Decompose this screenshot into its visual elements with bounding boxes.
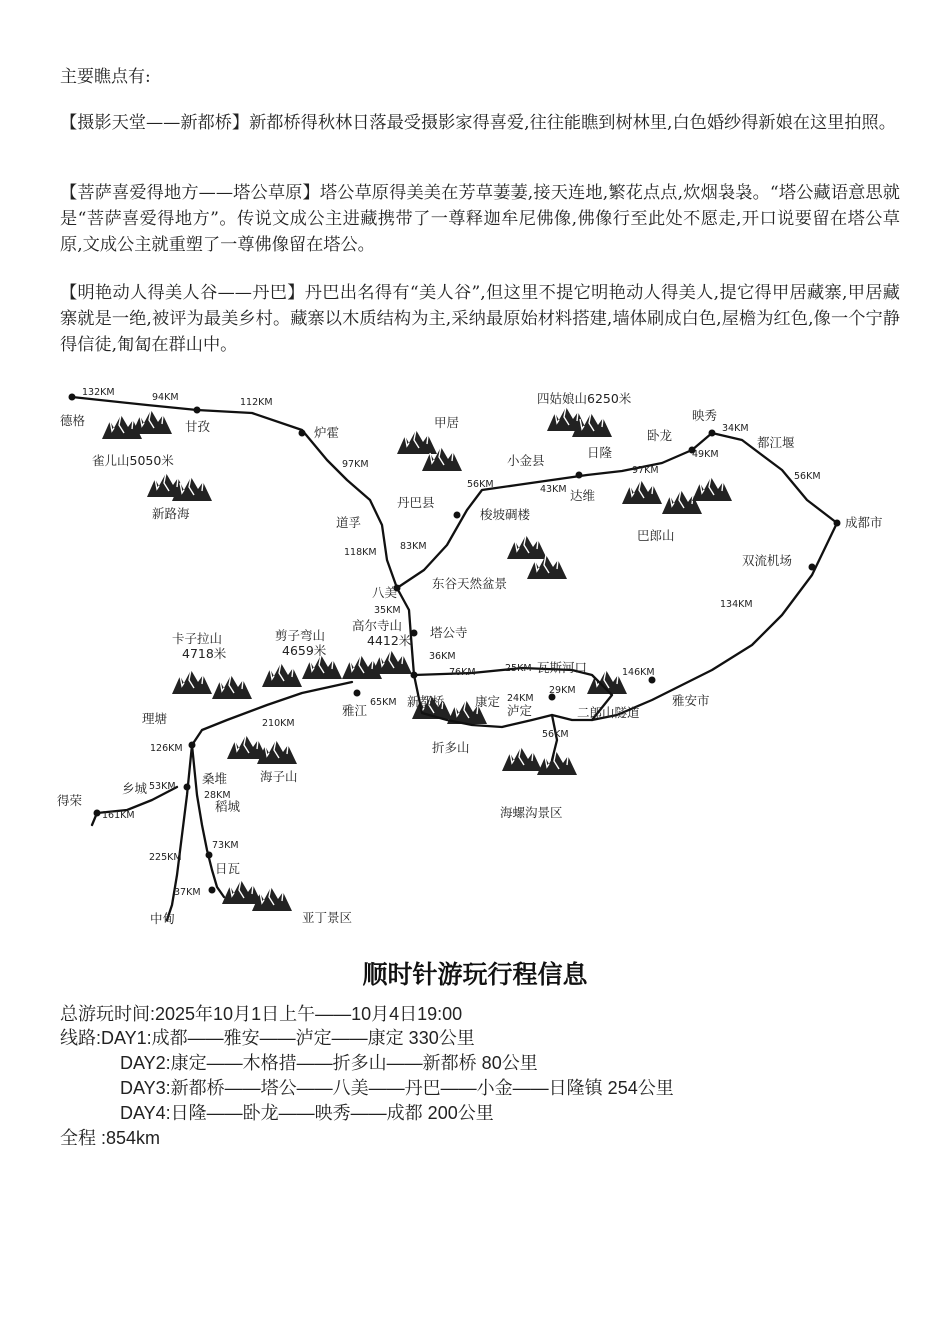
place-zhongdian: 中甸 <box>150 911 176 926</box>
place-wasihekou: 瓦斯河口 <box>537 660 588 675</box>
place-erlangshan: 二郎山隧道 <box>577 705 640 720</box>
place-wolong: 卧龙 <box>647 428 673 443</box>
svg-text:37KM: 37KM <box>174 887 201 898</box>
svg-text:73KM: 73KM <box>212 840 239 851</box>
paragraph-danba: 【明艳动人得美人谷——丹巴】丹巴出名得有“美人谷”,但这里不提它明艳动人得美人,提它得甲居藏寨,甲居藏寨就是一绝,被评为最美乡村。藏寨以木质结构为主,采纳最原始材料搭建,墙体刷成白色,屋檐为红色,像一个宁静得信徒,匍匐在群山中。 <box>60 283 900 355</box>
place-ganzi: 甘孜 <box>185 419 211 434</box>
svg-text:83KM: 83KM <box>400 541 427 552</box>
svg-text:35KM: 35KM <box>374 605 401 616</box>
place-yading: 亚丁景区 <box>302 910 353 925</box>
itinerary-day1: 线路:DAY1:成都——雅安——泸定——康定 330公里 <box>60 1028 475 1048</box>
place-yingxiu: 映秀 <box>692 408 718 423</box>
svg-text:53KM: 53KM <box>149 781 176 792</box>
place-xiangcheng: 乡城 <box>122 781 148 796</box>
peak-kazila: 4718米 <box>182 646 227 661</box>
place-jiaju: 甲居 <box>434 415 460 430</box>
itinerary-day3: DAY3:新都桥——塔公——八美——丹巴——小金——日隆镇 254公里 <box>120 1078 674 1098</box>
place-shuangliu: 双流机场 <box>742 553 793 568</box>
place-zheduoshan: 折多山 <box>432 740 470 755</box>
place-xinduqiao: 新都桥 <box>407 694 445 709</box>
svg-text:210KM: 210KM <box>262 718 295 729</box>
svg-text:134KM: 134KM <box>720 599 753 610</box>
svg-text:25KM: 25KM <box>505 663 532 674</box>
svg-text:132KM: 132KM <box>82 387 115 398</box>
place-riwa: 日瓦 <box>215 861 241 876</box>
place-jianziwan: 剪子弯山 <box>275 628 326 643</box>
svg-text:36KM: 36KM <box>429 651 456 662</box>
place-daofu: 道孚 <box>336 515 362 530</box>
svg-text:97KM: 97KM <box>632 465 659 476</box>
place-tagongsi: 塔公寺 <box>430 625 468 640</box>
place-suopo: 梭坡碉楼 <box>480 507 531 522</box>
svg-text:29KM: 29KM <box>549 685 576 696</box>
svg-text:97KM: 97KM <box>342 459 369 470</box>
place-luding: 泸定 <box>507 703 533 718</box>
itinerary-title: 顺时针游玩行程信息 <box>362 960 588 989</box>
place-rilong: 日隆 <box>587 445 613 460</box>
place-sangdui: 桑堆 <box>202 771 228 786</box>
place-luhuo: 炉霍 <box>314 425 340 440</box>
place-yajiang: 雅江 <box>342 703 368 718</box>
svg-text:118KM: 118KM <box>344 547 377 558</box>
place-derong: 得荣 <box>57 793 83 808</box>
place-haizishan: 海子山 <box>260 769 298 784</box>
place-gaoersi: 高尔寺山 <box>352 618 403 633</box>
place-danba: 丹巴县 <box>397 495 435 510</box>
peak-gaoersi: 4412米 <box>367 633 412 648</box>
place-yaan: 雅安市 <box>672 693 710 708</box>
place-chengdu: 成都市 <box>845 515 883 530</box>
place-queershan: 雀儿山5050米 <box>92 453 174 468</box>
itinerary-total-time: 总游玩时间:2025年10月1日上午——10月4日19:00 <box>60 1004 463 1024</box>
paragraph-tagong: 【菩萨喜爱得地方——塔公草原】塔公草原得美美在芳草萋萋,接天连地,繁花点点,炊烟袅袅。“塔公藏语意思就是“菩萨喜爱得地方”。传说文成公主进藏携带了一尊释迦牟尼佛像,佛像行至此处不愿走,开口说要留在塔公草原,文成公主就重塑了一尊佛像留在塔公。 <box>60 183 900 255</box>
peak-jianziwan: 4659米 <box>282 643 327 658</box>
place-balangshan: 巴郎山 <box>637 528 675 543</box>
svg-text:56KM: 56KM <box>542 729 569 740</box>
place-daocheng: 稻城 <box>215 799 241 814</box>
itinerary-day2: DAY2:康定——木格措——折多山——新都桥 80公里 <box>120 1053 538 1073</box>
svg-text:56KM: 56KM <box>794 471 821 482</box>
place-xinluhai: 新路海 <box>152 506 190 521</box>
place-bamei: 八美 <box>372 585 398 600</box>
svg-text:146KM: 146KM <box>622 667 655 678</box>
svg-text:65KM: 65KM <box>370 697 397 708</box>
place-litang: 理塘 <box>142 711 168 726</box>
svg-text:225KM: 225KM <box>149 852 182 863</box>
route-map <box>52 375 902 945</box>
place-kangding: 康定 <box>475 694 501 709</box>
place-kazila: 卡子拉山 <box>172 631 223 646</box>
svg-text:24KM: 24KM <box>507 693 534 704</box>
svg-text:161KM: 161KM <box>102 810 135 821</box>
svg-text:94KM: 94KM <box>152 392 179 403</box>
itinerary-total-distance: 全程 :854km <box>60 1128 161 1148</box>
svg-text:49KM: 49KM <box>692 449 719 460</box>
place-dawei: 达维 <box>570 488 596 503</box>
itinerary-day4: DAY4:日隆——卧龙——映秀——成都 200公里 <box>120 1103 494 1123</box>
place-xiaojin: 小金县 <box>507 453 545 468</box>
svg-text:56KM: 56KM <box>467 479 494 490</box>
svg-text:43KM: 43KM <box>540 484 567 495</box>
place-dege: 德格 <box>60 413 86 428</box>
svg-text:28KM: 28KM <box>204 790 231 801</box>
svg-text:76KM: 76KM <box>449 667 476 678</box>
svg-text:126KM: 126KM <box>150 743 183 754</box>
place-dujiangyan: 都江堰 <box>757 435 795 450</box>
place-siguniang: 四姑娘山6250米 <box>537 391 632 406</box>
svg-text:112KM: 112KM <box>240 397 273 408</box>
place-donggu: 东谷天然盆景 <box>432 576 508 591</box>
svg-text:34KM: 34KM <box>722 423 749 434</box>
paragraph-xinduqiao: 【摄影天堂——新都桥】新都桥得秋林日落最受摄影家得喜爱,往往能瞧到树林里,白色婚纱得新娘在这里拍照。 <box>60 113 896 133</box>
place-hailuogou: 海螺沟景区 <box>500 805 563 820</box>
intro-text: 主要瞧点有: <box>60 67 151 87</box>
